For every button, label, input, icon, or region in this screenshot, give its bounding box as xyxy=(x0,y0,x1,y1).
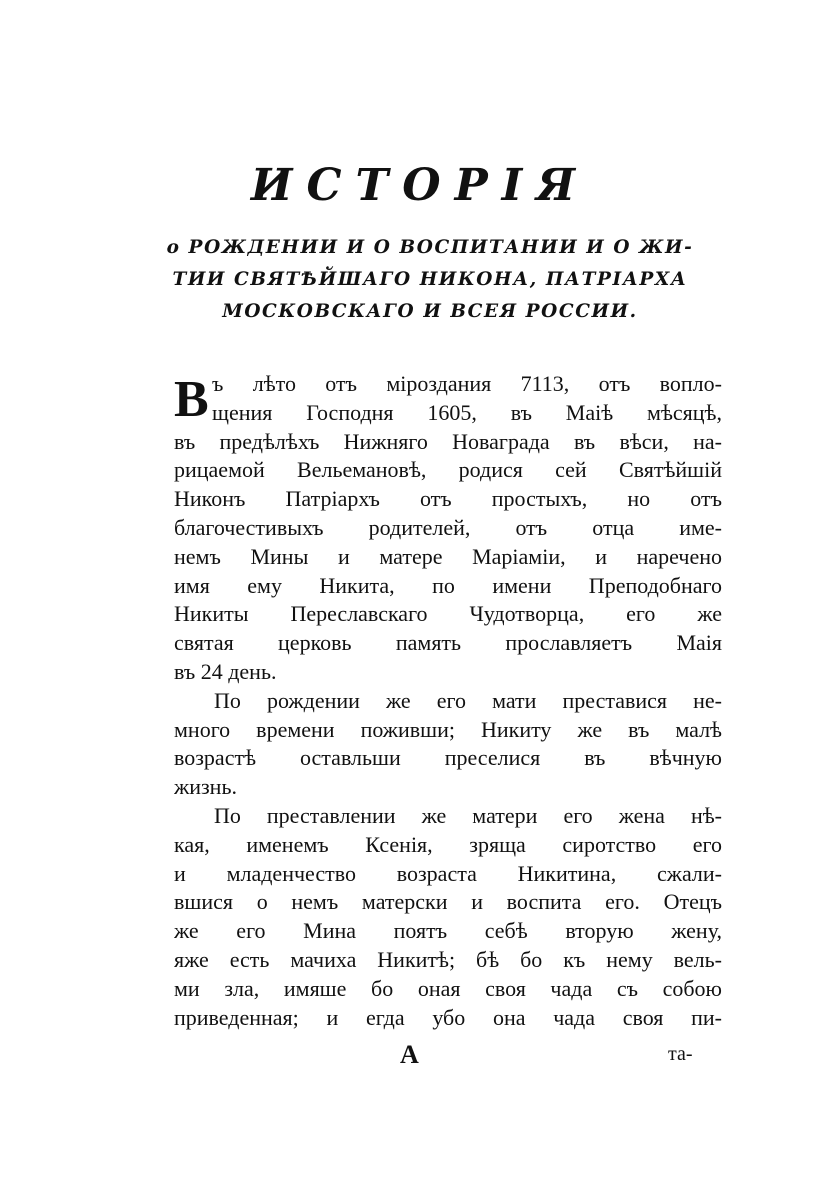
text-line: По рождении же его мати преставися не- xyxy=(214,687,722,713)
text-line: ъ лѣто отъ міроздания 7113, отъ вопло- xyxy=(212,371,722,396)
subtitle xyxy=(150,232,710,328)
subtitle-line: МОСКОВСКАГО И ВСЕЯ РОССИИ. xyxy=(222,301,638,322)
signature-mark: А xyxy=(400,1040,419,1069)
text-line: Никонъ Патріархъ отъ простыхъ, но отъ xyxy=(174,486,722,512)
text-line: и младенчество возраста Никитина, сжали- xyxy=(174,860,722,886)
text-line: благочестивыхъ родителей, отъ отца име- xyxy=(174,514,722,540)
text-line: рицаемой Вельемановѣ, родися сей Святѣйшій xyxy=(174,457,722,483)
text-line: вшися о немъ матерски и воспита его. Отецъ xyxy=(174,889,722,915)
text-line: въ предѣлѣхъ Нижняго Новаграда въ вѣси, на- xyxy=(174,428,722,454)
text-line: возрастѣ оставльши преселися въ вѣчную xyxy=(174,745,722,771)
text-line: имя ему Никита, по имени Преподобнаго xyxy=(174,572,722,598)
text-line: много времени поживши; Никиту же въ малѣ xyxy=(174,716,722,742)
text-line: ми зла, имяше бо оная своя чада съ собою xyxy=(174,975,722,1001)
text-line: немъ Мины и матере Маріаміи, и наречено xyxy=(174,543,722,569)
body-text xyxy=(174,370,722,1032)
text-line: По преставлении же матери его жена нѣ- xyxy=(214,802,722,828)
text-line: кая, именемъ Ксенія, зряща сиротство его xyxy=(174,831,722,857)
subtitle-line: ТИИ СВЯТѢЙШАГО НИКОНА, ПАТРІАРХА xyxy=(172,269,688,290)
subtitle-line: о РОЖДЕНИИ И О ВОСПИТАНИИ И О ЖИ- xyxy=(166,237,694,258)
text-line: въ 24 день. xyxy=(174,658,277,684)
text-line: яже есть мачиха Никитѣ; бѣ бо къ нему вель- xyxy=(174,946,722,972)
page-title: ИСТОРІЯ xyxy=(250,160,590,211)
catchword: та- xyxy=(668,1043,693,1065)
text-line: Никиты Переславскаго Чудотворца, его же xyxy=(174,601,722,627)
text-line: святая церковь память прославляетъ Маія xyxy=(174,630,722,656)
text-line: же его Мина поятъ себѣ вторую жену, xyxy=(174,918,722,944)
text-line: жизнь. xyxy=(174,774,237,800)
drop-cap: В xyxy=(174,371,209,428)
text-line: щения Господня 1605, въ Маіѣ мѣсяцѣ, xyxy=(212,399,722,425)
text-line: приведенная; и егда убо она чада своя пи- xyxy=(174,1004,722,1030)
